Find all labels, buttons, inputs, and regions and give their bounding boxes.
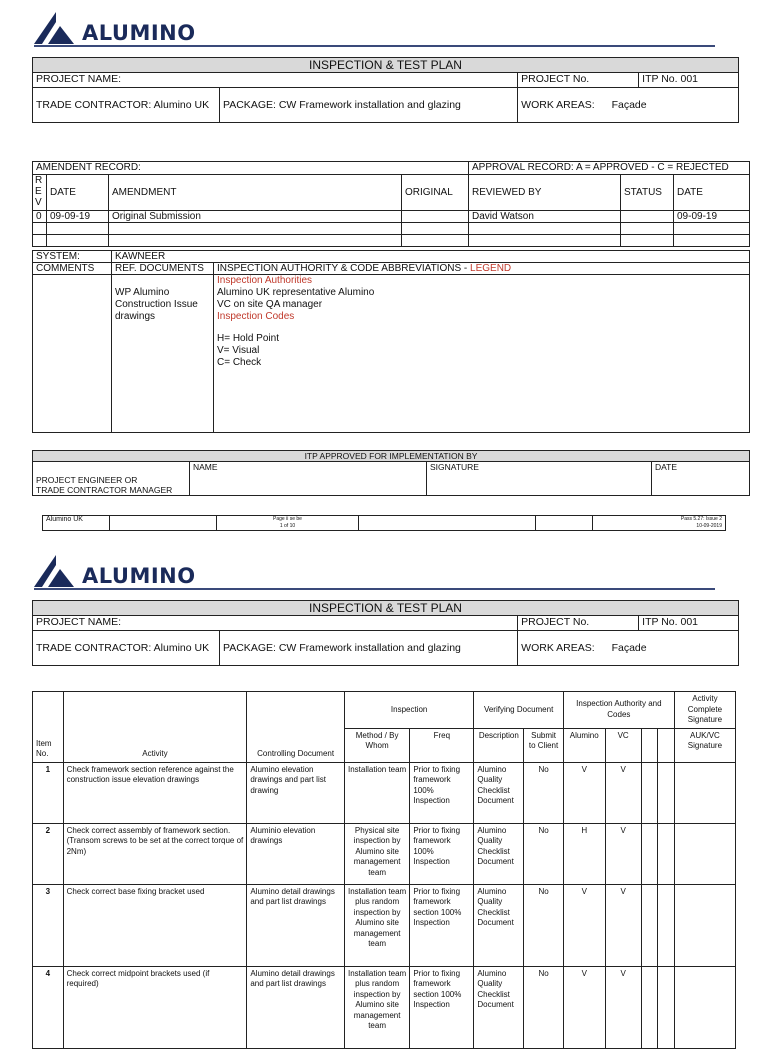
col-inspection: Inspection <box>344 692 474 729</box>
col-authority: Inspection Authority and Codes <box>563 692 674 729</box>
work-areas <box>518 631 739 666</box>
col-date2: DATE <box>674 175 750 211</box>
itp-activity-table <box>32 691 736 1049</box>
logo-rule <box>34 588 715 590</box>
package: PACKAGE: CW Framework installation and glazing <box>220 88 518 123</box>
col-original: ORIGINAL <box>402 175 469 211</box>
work-areas <box>518 88 739 123</box>
amendent-record-label: AMENDENT RECORD: <box>33 162 469 175</box>
approval-date: 09-09-19 <box>674 211 750 223</box>
comments-cell <box>33 275 112 433</box>
amendment-table <box>32 161 750 247</box>
col-submit: Submit to Client <box>524 728 564 762</box>
col-vc: VC <box>605 728 641 762</box>
col-reviewed-by: REVIEWED BY <box>469 175 621 211</box>
logo-wordmark: ALUMINO <box>82 564 196 588</box>
col-signature-bottom: AUK/VC Signature <box>674 728 735 762</box>
work-areas-label: WORK AREAS: <box>521 642 595 654</box>
authority-label: INSPECTION AUTHORITY & CODE ABBREVIATIONS - LEGEND <box>214 263 750 275</box>
logo-wordmark: ALUMINO <box>82 21 196 45</box>
itp-title: INSPECTION & TEST PLAN <box>33 58 739 73</box>
project-no-label: PROJECT No. <box>518 73 639 88</box>
col-activity: Activity <box>63 692 247 763</box>
logo-mark-icon <box>34 553 76 587</box>
package: PACKAGE: CW Framework installation and glazing <box>220 631 518 666</box>
reviewed-by: David Watson <box>469 211 621 223</box>
table-row: 2 Check correct assembly of framework section. (Transom screws to be set at the correct torque of 2Nm) Aluminio elevation drawings Physical site inspection by Alumino site management team Prior to fixing framework 100% Inspection Alumino Quality Checklist Document No H V <box>33 823 736 884</box>
approval-legend: A = APPROVED - C = REJECTED <box>575 162 729 173</box>
approval-record-label: APPROVAL RECORD: <box>472 162 574 173</box>
logo-rule <box>34 45 715 47</box>
approval-role: PROJECT ENGINEER OR TRADE CONTRACTOR MANAGER <box>33 462 190 496</box>
project-no-label: PROJECT No. <box>518 616 639 631</box>
table-row: 3 Check correct base fixing bracket used Alumino detail drawings and part list drawings Installation team plus random inspection by Alumino site management team Prior to fixing framework section 100% Inspection Alumino Quality Checklist Document No V V <box>33 884 736 966</box>
col-freq: Freq <box>410 728 474 762</box>
page-footer <box>42 515 726 531</box>
approval-title: ITP APPROVED FOR IMPLEMENTATION BY <box>33 451 750 462</box>
work-areas-value: Façade <box>611 642 647 654</box>
footer-issue: Pass 5.27: Issue 2 10-09-2019 <box>593 516 726 531</box>
approval-name: NAME <box>190 462 427 496</box>
amend-date: 09-09-19 <box>47 211 109 223</box>
col-status: STATUS <box>621 175 674 211</box>
codes-heading: Inspection Codes <box>217 311 295 322</box>
itp-title: INSPECTION & TEST PLAN <box>33 601 739 616</box>
alumino-logo <box>34 10 196 44</box>
footer-page: Page ii se be 1 of 10 <box>217 516 359 531</box>
rev-value: 0 <box>33 211 47 223</box>
legend-label: LEGEND <box>470 263 512 274</box>
comments-label: COMMENTS <box>33 263 112 275</box>
col-alumino: Alumino <box>563 728 605 762</box>
authority-cell: Inspection Authorities Alumino UK representative Alumino VC on site QA manager Inspection Codes H= Hold Point V= Visual C= Check <box>214 275 750 433</box>
itp-number: ITP No. 001 <box>639 73 739 88</box>
col-method: Method / By Whom <box>344 728 409 762</box>
project-name-label: PROJECT NAME: <box>33 73 518 88</box>
itp-header-table <box>32 57 739 123</box>
work-areas-value: Façade <box>611 99 647 111</box>
amend-text: Original Submission <box>109 211 402 223</box>
trade-contractor: TRADE CONTRACTOR: Alumino UK <box>33 631 220 666</box>
col-signature-top: Activity Complete Signature <box>674 692 735 729</box>
col-amendment: AMENDMENT <box>109 175 402 211</box>
approval-date-label: DATE <box>652 462 750 496</box>
approval-table <box>32 450 750 496</box>
table-row: 4 Check correct midpoint brackets used (if required) Alumino detail drawings and part list drawings Installation team plus random inspection by Alumino site management team Prior to fixing framework section 100% Inspection Alumino Quality Checklist Document No V V <box>33 966 736 1048</box>
ref-docs-cell: WP Alumino Construction Issue drawings <box>112 275 214 433</box>
trade-contractor: TRADE CONTRACTOR: Alumino UK <box>33 88 220 123</box>
footer-company: Alumino UK <box>43 516 110 531</box>
col-controlling-document: Controlling Document <box>247 692 345 763</box>
ref-docs-label: REF. DOCUMENTS <box>112 263 214 275</box>
col-date: DATE <box>47 175 109 211</box>
col-description: Description <box>474 728 524 762</box>
col-item-no: Item No. <box>33 692 64 763</box>
authorities-heading: Inspection Authorities <box>217 275 313 286</box>
itp-header-table-page2 <box>32 600 739 666</box>
project-name-label: PROJECT NAME: <box>33 616 518 631</box>
col-verifying-document: Verifying Document <box>474 692 563 729</box>
alumino-logo-page2 <box>34 553 196 587</box>
rev-header: R E V <box>33 175 47 211</box>
logo-mark-icon <box>34 10 76 44</box>
approval-signature: SIGNATURE <box>427 462 652 496</box>
table-row: 1 Check framework section reference against the construction issue elevation drawings Alumino elevation drawings and part list drawing Installation team Prior to fixing framework 100% Inspection Alumino Quality Checklist Document No V V <box>33 762 736 823</box>
itp-number: ITP No. 001 <box>639 616 739 631</box>
approval-record <box>469 162 750 175</box>
work-areas-label: WORK AREAS: <box>521 99 595 111</box>
system-table <box>32 250 750 433</box>
system-value: KAWNEER <box>112 251 750 263</box>
system-label: SYSTEM: <box>33 251 112 263</box>
